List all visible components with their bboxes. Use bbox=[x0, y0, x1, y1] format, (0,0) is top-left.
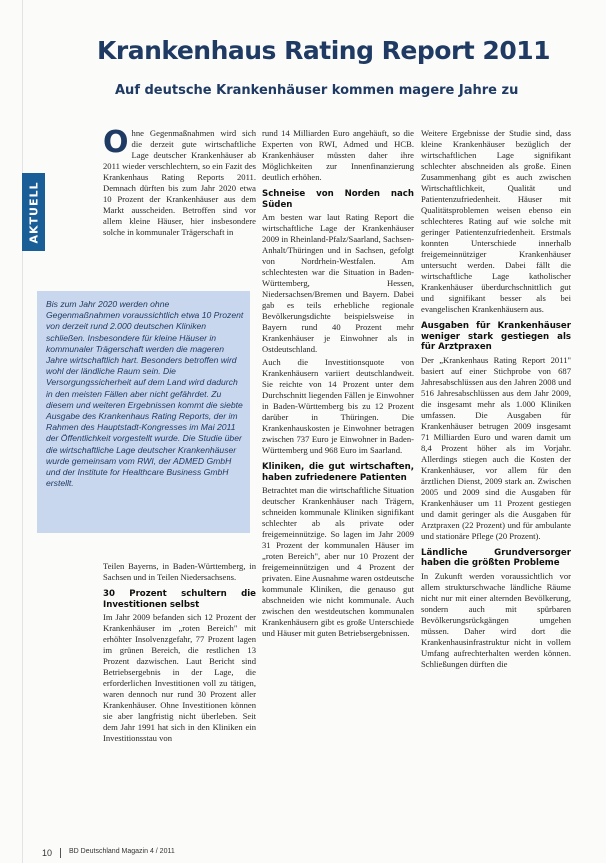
page-fold-line bbox=[22, 0, 23, 863]
column-1-top bbox=[103, 125, 256, 240]
paragraph: Weitere Ergebnisse der Studie sind, dass kleine Krankenhäuser bezüglich der wirtschaftlichen Lage signifikant schlechter abschneiden als große. Einen Zusammenhang gibt es auch zwischen Wirtschaftlichkeit, Qualität und Patientenzufriedenheit. Häuser mit Qualitätsproblemen weisen ebenso ein schlechteres Rating auf wie solche mit geringer Patientenzufriedenheit. Erstmals konnten Unterschiede innerhalb freigemeinnütziger Krankenhäuser untersucht werden. Dabei fällt die wirtschaftliche Lage katholischer Krankenhäuser überdurchschnittlich gut und signifikant besser als bei evangelischen Krankenhäusern aus. bbox=[421, 128, 571, 314]
publication-name: BD Deutschland Magazin 4 / 2011 bbox=[69, 848, 175, 855]
paragraph: Auch die Investitionsquote von Krankenhäusern variiert deutschlandweit. Sie reichte von 14 Prozent unter dem Durchschnitt liegenden Fällen je Einwohner in Baden-Württemberg bis zu 12 Prozent darüber in Thüringen. Die Krankenhauskosten je Einwohner betragen zwischen 737 Euro je Einwohner in Baden-Württemberg und 968 Euro im Saarland. bbox=[262, 357, 414, 455]
article-title: Krankenhaus Rating Report 2011 bbox=[97, 36, 551, 65]
section-heading: 30 Prozent schultern die Investitionen selbst bbox=[103, 589, 256, 610]
article-subtitle: Auf deutsche Krankenhäuser kommen magere Jahre zu bbox=[115, 83, 519, 98]
summary-box bbox=[37, 291, 250, 533]
paragraph: In Zukunft werden voraussichtlich vor allem strukturschwache ländliche Räume nicht nur mit einer alternden Bevölkerung, sondern auch mit spürbaren Bevölkerungsrückgängen umgehen müssen. Daher wird dort die Krankenhausinfrastruktur nicht in vollem Umfang aufrechterhalten werden können. Schließungen dürften die bbox=[421, 570, 571, 669]
drop-cap: O bbox=[103, 125, 129, 160]
paragraph: Betrachtet man die wirtschaftliche Situation deutscher Krankenhäuser nach Trägern, schneiden kommunale Kliniken signifikant schlechter ab als private oder freigemeinnützige. So lagen im Jahr 2009 31 Prozent der kommunalen Häuser im „roten Bereich", aber nur 10 Prozent der freigemeinnützigen und 4 Prozent der privaten. Eine Ausnahme waren ostdeutsche kommunale Kliniken, die genauso gut abschneiden wie nicht kommunale. Auch zwischen den westdeutschen kommunalen Krankenhäusern gibt es große Unterschiede und Häuser mit guten Betriebsergebnissen. bbox=[262, 485, 415, 638]
section-tab-label: AKTUELL bbox=[27, 180, 41, 244]
column-2 bbox=[262, 128, 414, 641]
section-heading: Ländliche Grundversorger haben die größten Probleme bbox=[421, 547, 571, 568]
column-1-bottom bbox=[103, 561, 256, 746]
section-heading: Ausgaben für Krankenhäuser weniger stark gestiegen als für Arztpraxen bbox=[421, 321, 571, 352]
paragraph: Der „Krankenhaus Rating Report 2011" basiert auf einer Stichprobe von 687 Jahresabschlüssen aus den Jahren 2008 und 516 Jahresabschlüssen aus dem Jahr 2009, die insgesamt mehr als 1.000 Kliniken umfassen. Die Ausgaben für Krankenhäuser betrugen 2009 insgesamt 71 Milliarden Euro und waren damit um 8,4 Prozent höher als im Vorjahr. Allerdings stiegen auch die Kosten der Krankenhäuser, vor allem für den ärztlichen Dienst, 2009 stark an. Zwischen 2005 und 2009 sind die Ausgaben für Krankenhäuser um 11 Prozent gestiegen und damit geringer als die Ausgaben für Arztpraxen (22 Prozent) und für ambulante und stationäre Pflege (20 Prozent). bbox=[421, 354, 571, 541]
paragraph: rund 14 Milliarden Euro angehäuft, so die Experten von RWI, Admed und HCB. Krankenhäuser müssten daher ihre Möglichkeiten zur Innenfinanzierung deutlich erhöhen. bbox=[262, 128, 414, 182]
section-heading: Kliniken, die gut wirtschaften, haben zufriedenere Patienten bbox=[262, 462, 414, 483]
page-number: 10 bbox=[42, 848, 53, 858]
footer-divider bbox=[60, 848, 61, 858]
paragraph: Im Jahr 2009 befanden sich 12 Prozent der Krankenhäuser im „roten Bereich" mit erhöhter Insolvenzgefahr, 77 Prozent lagen im grünen Bereich, die restlichen 13 Prozent dazwischen. Laut Bericht sind Betriebsergebnis in der Lage, die erforderlichen Investitionen voll zu tätigen, waren dennoch nur rund 30 Prozent aller Krankenhäuser. Ohne Investitionen können sie aber langfristig nicht überleben. Seit dem Jahr 1991 hat sich in den Kliniken ein Investitionsstau von bbox=[103, 612, 256, 743]
section-heading: Schneise von Norden nach Süden bbox=[262, 189, 414, 210]
page-footer bbox=[42, 848, 175, 858]
column-3 bbox=[421, 128, 571, 672]
summary-box-text: Bis zum Jahr 2020 werden ohne Gegenmaßnahmen voraussichtlich etwa 10 Prozent von derzeit rund 2.000 deutschen Kliniken schließen. Insbesondere für kleine Häuser in kommunaler Trägerschaft werden die mageren Jahre wirtschaftlich hart. Besonders betroffen wird wohl der ländliche Raum sein. Die Versorgungssicherheit auf dem Land wird dadurch in den meisten Fällen aber nicht gefährdet. Zu diesem und weiteren Ergebnissen kommt die siebte Ausgabe des Krankenhaus Rating Reports, der im Rahmen des Hauptstadt-Kongresses im Mai 2011 der Öffentlichkeit vorgestellt wurde. Die Studie über die wirtschaftliche Lage deutscher Krankenhäuser wurde gemeinsam vom RWI, der ADMED GmbH und der Institute for Healthcare Business GmbH erstellt. bbox=[46, 299, 244, 489]
intro-paragraph: hne Gegenmaßnahmen wird sich die derzeit gute wirtschaftliche Lage deutscher Krankenhäuser ab 2011 wieder verschlechtern, so ein Fazit des Krankenhaus Rating Reports 2011. Demnach dürften bis zum Jahr 2020 etwa 10 Prozent der Krankenhäuser aus dem Markt ausscheiden. Betroffen sind vor allem kleine Häuser, hier insbesondere solche in kommunaler Trägerschaft in bbox=[103, 128, 256, 237]
section-tab bbox=[22, 173, 45, 251]
paragraph: Teilen Bayerns, in Baden-Württemberg, in Sachsen und in Teilen Niedersachsens. bbox=[103, 561, 256, 582]
paragraph: Am besten war laut Rating Report die wirtschaftliche Lage der Krankenhäuser 2009 in Rheinland-Pfalz/Saarland, Sachsen-Anhalt/Thüringen und in Sachsen, gefolgt von Nordrhein-Westfalen. Am schlechtesten war die Situation in Baden-Württemberg, Hessen, Niedersachsen/Bremen und Bayern. Dabei gab es teils erhebliche regionale Bevölkerungsdichte beispielsweise in Bayern rund 40 Prozent mehr Krankenhäuser je Einwohner als in Ostdeutschland. bbox=[262, 212, 414, 354]
